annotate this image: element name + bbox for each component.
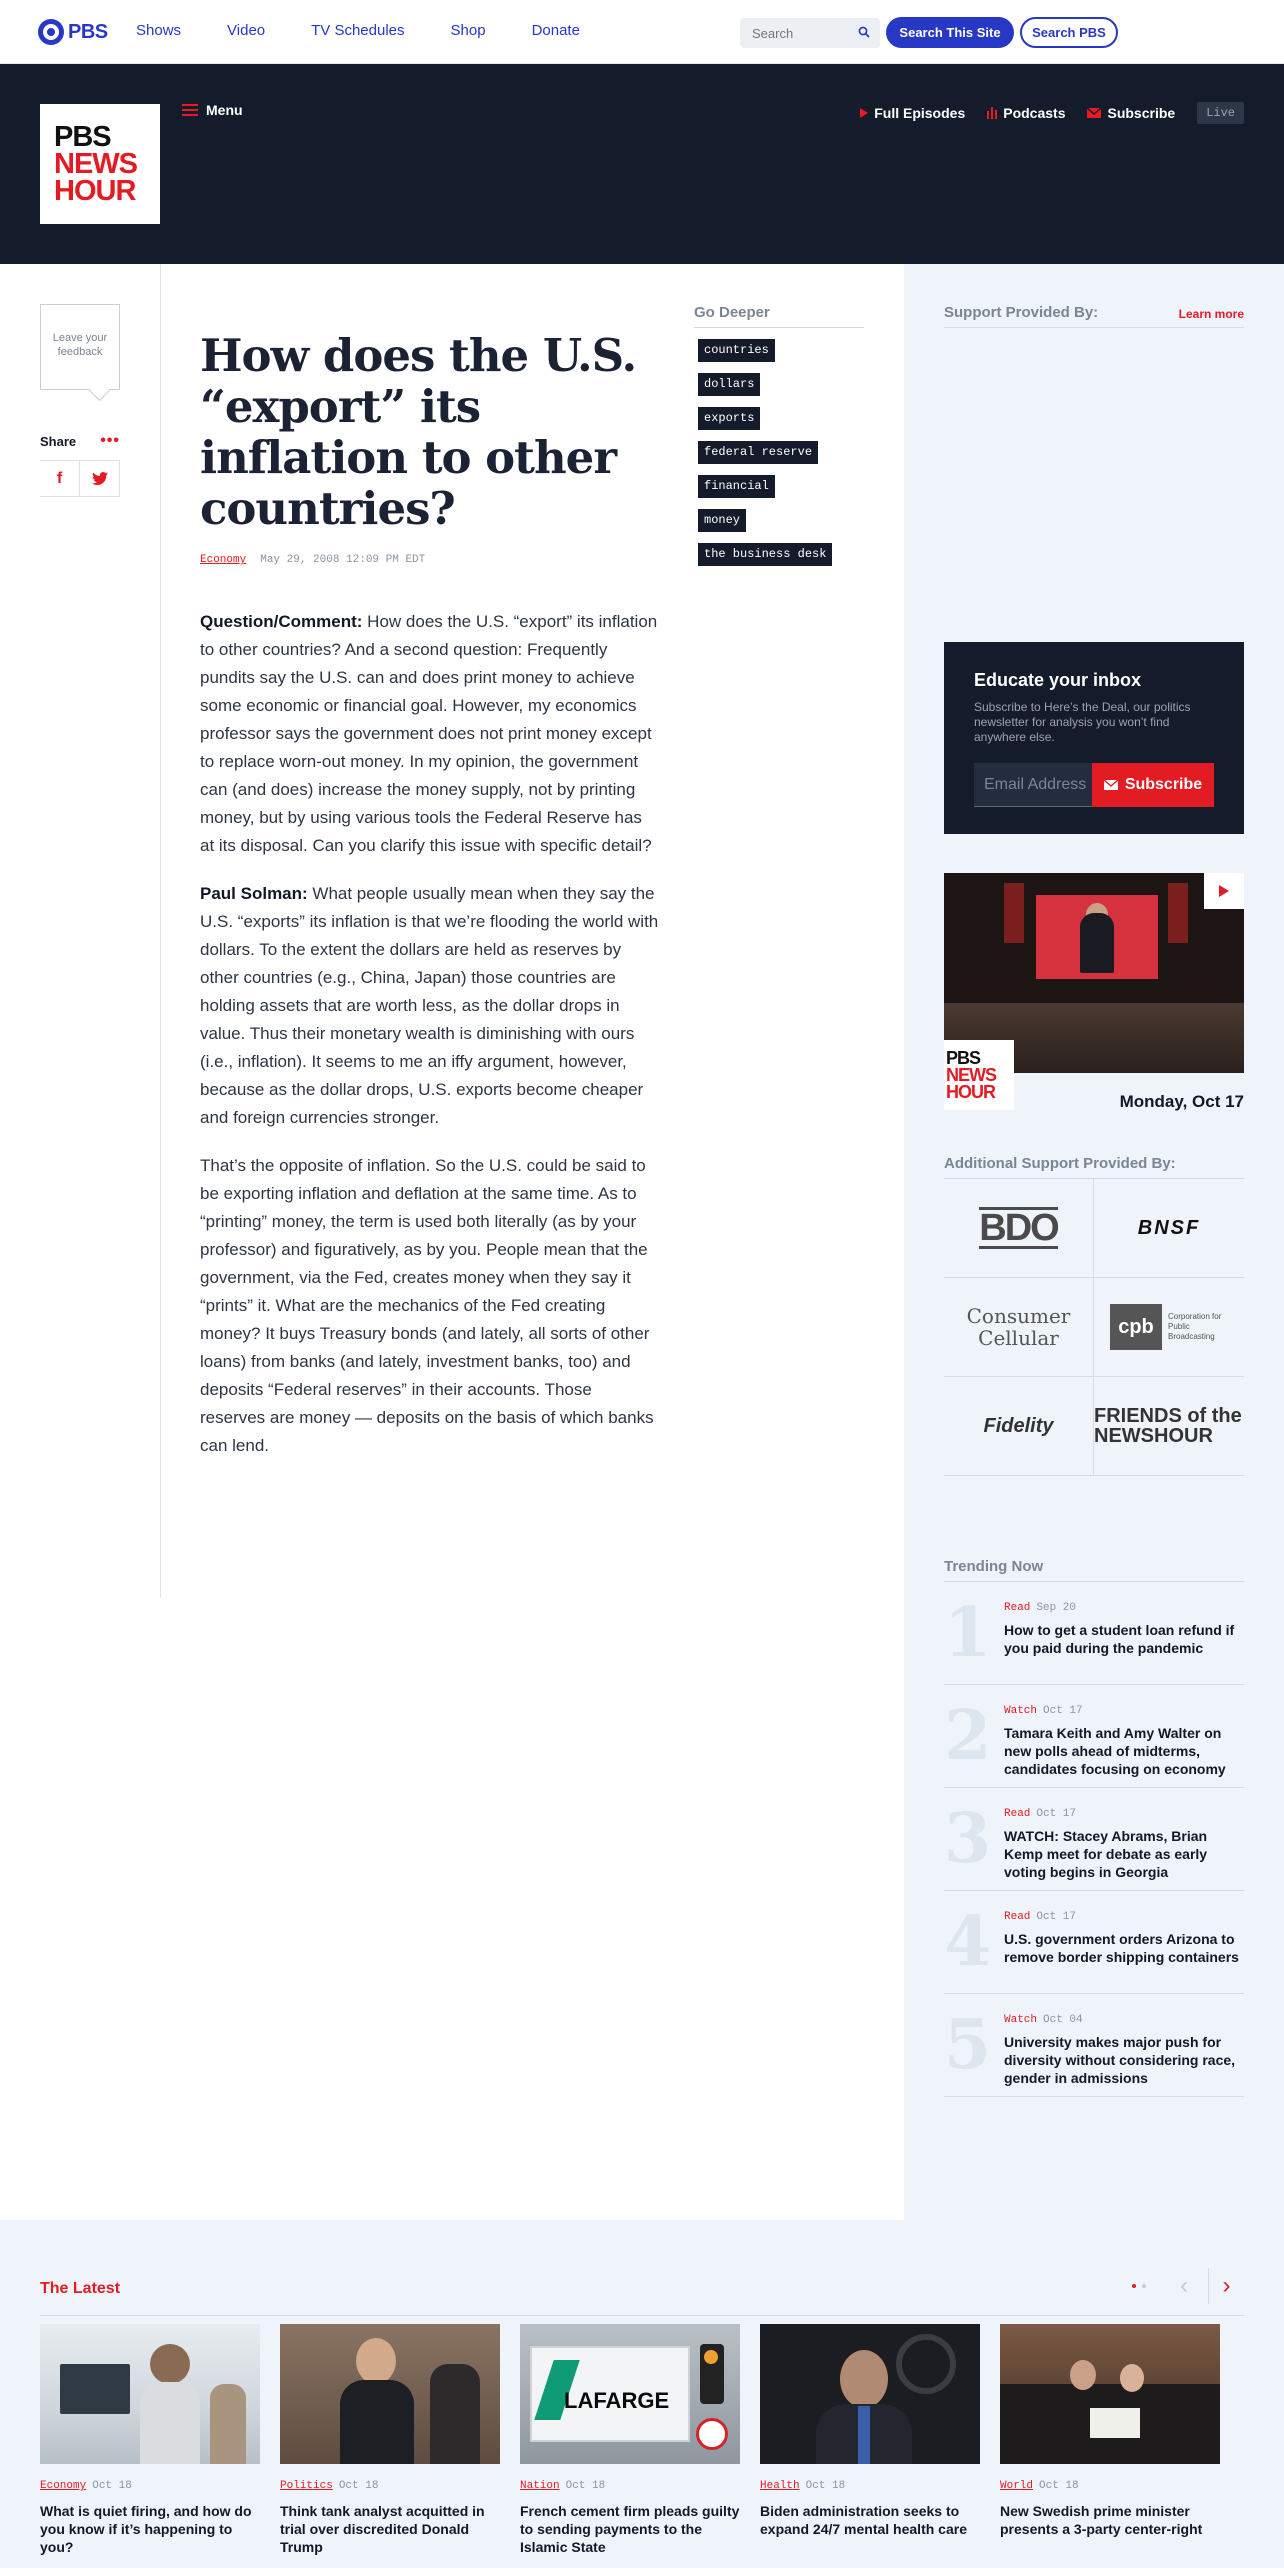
card-image[interactable]: [760, 2324, 980, 2464]
trending-headline[interactable]: University makes major push for diversity without considering race, gender in admissions: [1004, 2034, 1236, 2086]
menu-button[interactable]: Menu: [182, 102, 243, 118]
trending-item[interactable]: [944, 1685, 1244, 1788]
more-share-icon[interactable]: •••: [100, 432, 120, 449]
sponsor-grid: [944, 1179, 1244, 1476]
sponsor-fidelity[interactable]: Fidelity: [944, 1377, 1094, 1476]
trending-rank: 5: [944, 2005, 992, 2085]
newshour-header: [0, 64, 1284, 264]
article-meta: [200, 554, 660, 566]
share-label: Share: [40, 433, 77, 449]
feedback-button[interactable]: Leave your feedback: [40, 304, 120, 390]
trending-headline[interactable]: WATCH: Stacey Abrams, Brian Kemp meet for debate as early voting begins in Georgia: [1004, 1828, 1208, 1880]
carousel-dot[interactable]: [1132, 2284, 1136, 2288]
envelope-icon: [1104, 780, 1118, 790]
carousel-pager: [1132, 2268, 1244, 2304]
search-icon[interactable]: [858, 26, 870, 38]
rail-divider: [160, 264, 161, 1598]
card-date: Oct 18: [1039, 2480, 1079, 2492]
card-date: Oct 18: [805, 2480, 846, 2492]
pbs-logo[interactable]: PBS: [38, 19, 108, 45]
newsletter-form: [974, 763, 1214, 807]
trending-kind: Watch: [1004, 1705, 1038, 1717]
left-rail: [40, 304, 120, 497]
trending-date: Oct 04: [1043, 2014, 1083, 2026]
subscribe-link[interactable]: Subscribe: [1087, 105, 1175, 121]
answer-label: Paul Solman:: [200, 884, 308, 903]
card-category[interactable]: Health: [760, 2480, 800, 2492]
latest-card[interactable]: [280, 2324, 500, 2556]
pbs-search-box: [740, 18, 880, 48]
article-paragraph: Question/Comment: How does the U.S. “export” its inflation to other countries? And a second question: Frequently pundits say the U.S. can and does print money to achieve some economic or financial goal. However, my economics professor says the government does not print money except to replace worn-out money. In my opinion, the government can (and does) increase the money supply, not by printing money, but by using various tools the Federal Reserve has at its disposal. Can you clarify this issue with specific detail?: [200, 612, 658, 855]
decor: [1168, 883, 1188, 943]
card-title[interactable]: New Swedish prime minister presents a 3-party center-right: [1000, 2503, 1203, 2537]
decor: [1004, 883, 1024, 943]
card-image[interactable]: [520, 2324, 740, 2464]
newsletter-title: Educate your inbox: [974, 670, 1142, 690]
the-latest-header: [40, 2272, 1244, 2316]
twitter-icon[interactable]: [80, 461, 120, 497]
trending-item[interactable]: [944, 1788, 1244, 1891]
latest-card[interactable]: [760, 2324, 980, 2556]
envelope-icon: [1087, 108, 1101, 118]
trending-now: [944, 1558, 1244, 2097]
sponsor-friends-of-newshour[interactable]: FRIENDS of the NEWSHOUR: [1094, 1377, 1244, 1476]
sponsor-cpb[interactable]: cpb Corporation for Public Broadcasting: [1094, 1278, 1244, 1377]
email-field[interactable]: [974, 763, 1092, 807]
sponsor-bdo[interactable]: BDO: [944, 1179, 1094, 1278]
trending-headline[interactable]: How to get a student loan refund if you paid during the pandemic: [1004, 1622, 1235, 1656]
chevron-right-icon[interactable]: ›: [1208, 2268, 1244, 2304]
sponsor-consumer-cellular[interactable]: Consumer Cellular: [944, 1278, 1094, 1377]
search-this-site-button[interactable]: Search This Site: [886, 17, 1014, 48]
additional-support: [944, 1155, 1244, 1476]
pbs-nav-video[interactable]: Video: [227, 22, 266, 39]
card-title[interactable]: French cement firm pleads guilty to sending payments to the Islamic State: [520, 2503, 740, 2555]
video-speaker-body: [1080, 913, 1114, 973]
card-title[interactable]: What is quiet firing, and how do you know if it’s happening to you?: [40, 2503, 252, 2555]
pbs-nav-donate[interactable]: Donate: [531, 22, 580, 39]
trending-kind: Read: [1004, 1808, 1031, 1820]
trending-item[interactable]: [944, 1582, 1244, 1685]
live-button[interactable]: Live: [1197, 102, 1244, 124]
pbs-head-icon: [38, 19, 64, 45]
article: [200, 330, 660, 1480]
trending-headline[interactable]: U.S. government orders Arizona to remove border shipping containers: [1004, 1931, 1239, 1965]
card-date: Oct 18: [565, 2480, 606, 2492]
question-label: Question/Comment:: [200, 612, 363, 631]
trending-date: Oct 17: [1043, 1705, 1083, 1717]
trending-date: Oct 17: [1036, 1911, 1077, 1923]
newshour-logo[interactable]: PBS NEWS HOUR: [40, 104, 160, 224]
article-date: May 29, 2008 12:09 PM EDT: [260, 554, 426, 566]
tag-the-business-desk[interactable]: the business desk: [698, 543, 832, 566]
trending-title: Trending Now: [944, 1558, 1244, 1582]
card-category[interactable]: Economy: [40, 2480, 87, 2492]
tag-exports[interactable]: exports: [698, 407, 760, 430]
full-episodes-link[interactable]: Full Episodes: [860, 105, 965, 121]
trending-kind: Watch: [1004, 2014, 1038, 2026]
share-row: [40, 432, 120, 461]
pbs-nav-shop[interactable]: Shop: [450, 22, 486, 39]
support-title: Support Provided By:: [944, 304, 1099, 321]
additional-support-title: Additional Support Provided By:: [944, 1155, 1244, 1179]
newsletter-description: Subscribe to Here’s the Deal, our politics newsletter for analysis you won’t find anywhere else.: [974, 700, 1191, 744]
header-links: [860, 102, 1244, 124]
play-icon: [860, 108, 868, 118]
the-latest-section: [0, 2220, 1284, 2568]
pbs-nav: [136, 22, 580, 39]
search-pbs-button[interactable]: Search PBS: [1020, 17, 1118, 48]
article-paragraph: That’s the opposite of inflation. So the U.S. could be said to be exporting inflation and deflation at the same time. As to “printing” money, the term is used both literally (as by your professor) and figuratively, as by you. People mean that the government, via the Fed, creates money when they say it “prints” it. What are the mechanics of the Fed creating money? It buys Treasury bonds (and lately, all sorts of other loans) from banks (and lately, investment banks, too) and deposits “Federal reserves” in their accounts. Those reserves are money — deposits on the basis of which banks can lend.: [200, 1156, 654, 1455]
go-deeper: [694, 304, 864, 566]
card-category[interactable]: World: [1000, 2480, 1034, 2492]
trending-rank: 2: [944, 1696, 992, 1776]
trending-kind: Read: [1004, 1602, 1031, 1614]
card-date: Oct 18: [338, 2480, 379, 2492]
card-title[interactable]: Think tank analyst acquitted in trial over discredited Donald Trump: [280, 2503, 485, 2555]
subscribe-button[interactable]: Subscribe: [1092, 763, 1214, 807]
trending-item[interactable]: [944, 1891, 1244, 1994]
latest-card[interactable]: [520, 2324, 740, 2556]
pbs-top-bar: [0, 0, 1284, 64]
chevron-left-icon[interactable]: ‹: [1180, 2272, 1188, 2299]
pbs-search-input[interactable]: [740, 18, 850, 48]
pbs-nav-tv-schedules[interactable]: TV Schedules: [311, 22, 405, 39]
sponsor-bnsf[interactable]: BNSF: [1094, 1179, 1244, 1278]
play-icon: [1219, 885, 1229, 897]
tag-federal-reserve[interactable]: federal reserve: [698, 441, 818, 464]
latest-card[interactable]: [1000, 2324, 1220, 2556]
trending-date: Sep 20: [1036, 1602, 1077, 1614]
latest-cards: [40, 2324, 1220, 2556]
card-image[interactable]: [40, 2324, 260, 2464]
latest-card[interactable]: [40, 2324, 260, 2556]
podcasts-link[interactable]: Podcasts: [987, 105, 1065, 121]
pbs-nav-shows[interactable]: Shows: [136, 22, 182, 39]
trending-rank: 1: [944, 1593, 992, 1673]
learn-more-link[interactable]: Learn more: [1178, 307, 1244, 321]
trending-kind: Read: [1004, 1911, 1031, 1923]
video-newshour-logo: PBS NEWS HOUR: [944, 1040, 1014, 1110]
trending-item[interactable]: [944, 1994, 1244, 2097]
social-buttons: [40, 461, 120, 497]
article-body: [200, 608, 660, 1460]
tag-countries[interactable]: countries: [698, 339, 775, 362]
hamburger-icon: [182, 104, 198, 116]
article-paragraph: Paul Solman: What people usually mean when they say the U.S. “exports” its inflation is that we’re flooding the world with dollars. To the extent the dollars are held as reserves by other countries (e.g., China, Japan) those countries are holding assets that are worth less, as the dollar drops in value. Thus their monetary wealth is diminishing with ours (i.e., inflation). It seems to me an iffy argument, however, because as the dollar drops, U.S. exports become cheaper and foreign currencies stronger.: [200, 884, 659, 1127]
card-image[interactable]: [1000, 2324, 1220, 2464]
carousel-dot[interactable]: [1142, 2284, 1146, 2288]
article-headline: How does the U.S. “export” its inflation to other countries?: [200, 329, 637, 535]
the-latest-title: The Latest: [40, 2280, 121, 2297]
trending-date: Oct 17: [1036, 1808, 1077, 1820]
podcast-icon: [987, 107, 997, 119]
article-category-link[interactable]: Economy: [200, 554, 247, 566]
tag-dollars[interactable]: dollars: [698, 373, 760, 396]
card-date: Oct 18: [92, 2480, 132, 2492]
go-deeper-title: Go Deeper: [694, 304, 864, 328]
card-category[interactable]: Politics: [280, 2480, 333, 2492]
card-title[interactable]: Biden administration seeks to expand 24/7 mental health care: [760, 2503, 967, 2537]
lafarge-sign: LAFARGE: [564, 2388, 670, 2413]
tag-financial[interactable]: financial: [698, 475, 775, 498]
card-category[interactable]: Nation: [520, 2480, 560, 2492]
card-image[interactable]: [280, 2324, 500, 2464]
video-date: Monday, Oct 17: [1119, 1092, 1244, 1111]
tag-money[interactable]: money: [698, 509, 746, 532]
facebook-icon[interactable]: f: [40, 461, 80, 497]
play-button[interactable]: [1204, 873, 1244, 909]
trending-rank: 3: [944, 1799, 992, 1879]
trending-rank: 4: [944, 1902, 992, 1982]
support-header: [944, 304, 1244, 328]
newsletter-signup: [944, 642, 1244, 834]
trending-headline[interactable]: Tamara Keith and Amy Walter on new polls ahead of midterms, candidates focusing on economy: [1004, 1725, 1226, 1777]
